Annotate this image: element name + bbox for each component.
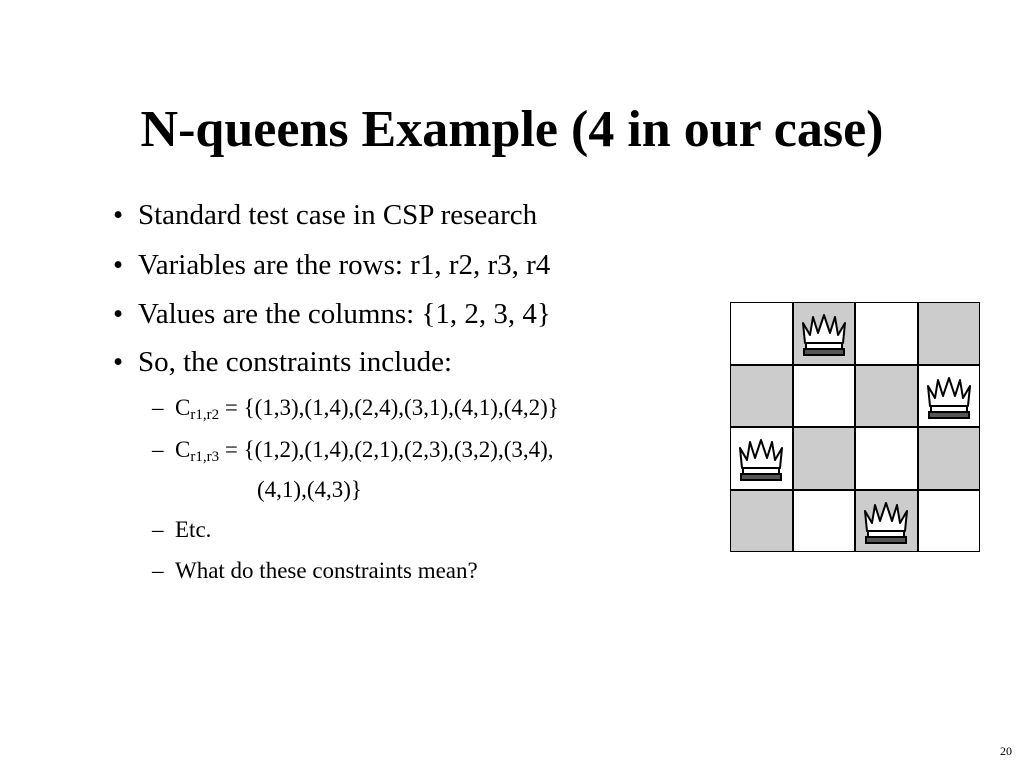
board-cell (793, 490, 856, 553)
constraint-subscript: r1,r2 (190, 407, 220, 423)
sub-bullet-text (175, 394, 559, 425)
board-cell (730, 302, 793, 365)
queen-crown-icon (736, 434, 786, 484)
bullet-text: Standard test case in CSP research (138, 199, 538, 231)
bullet-marker: • (113, 346, 124, 378)
bullet-marker: • (113, 249, 124, 281)
constraint-subscript: r1,r3 (190, 449, 220, 465)
sub-bullet-continuation: (4,1),(4,3)} (257, 477, 362, 502)
sub-bullet-marker: – (152, 558, 164, 583)
sub-bullet-marker: – (152, 395, 164, 420)
board-cell (793, 427, 856, 490)
bullet-marker: • (113, 298, 124, 330)
constraint-set: = {(1,2),(1,4),(2,1),(2,3),(3,2),(3,4), (219, 437, 554, 462)
constraint-set: = {(1,3),(1,4),(2,4),(3,1),(4,1),(4,2)} (219, 395, 559, 420)
sub-bullet-marker: – (152, 437, 164, 462)
sub-bullet-marker: – (152, 517, 164, 542)
board-cell (730, 365, 793, 428)
bullet-marker: • (113, 199, 124, 231)
board-cell (730, 427, 793, 490)
queen-crown-icon (924, 372, 974, 422)
board-cell (918, 427, 981, 490)
constraint-symbol: C (175, 437, 191, 462)
queen-crown-icon (799, 309, 849, 359)
board-cell (855, 365, 918, 428)
chess-board (730, 302, 980, 552)
board-cell (855, 302, 918, 365)
board-cell (855, 490, 918, 553)
board-cell (793, 365, 856, 428)
board-cell (918, 302, 981, 365)
board-cell (793, 302, 856, 365)
bullet-text: Values are the columns: {1, 2, 3, 4} (138, 298, 551, 330)
sub-bullet-text: Etc. (175, 517, 212, 542)
board-cell (855, 427, 918, 490)
bullet-text: Variables are the rows: r1, r2, r3, r4 (138, 249, 551, 281)
board-cell (918, 365, 981, 428)
page-number: 20 (1000, 744, 1012, 758)
bullet-text: So, the constraints include: (138, 346, 453, 378)
constraint-symbol: C (175, 395, 191, 420)
sub-bullet-text: What do these constraints mean? (175, 558, 478, 583)
board-cell (918, 490, 981, 553)
board-cell (730, 490, 793, 553)
slide-title: N-queens Example (4 in our case) (140, 101, 884, 158)
queen-crown-icon (861, 497, 911, 547)
sub-bullet-text (175, 436, 554, 467)
